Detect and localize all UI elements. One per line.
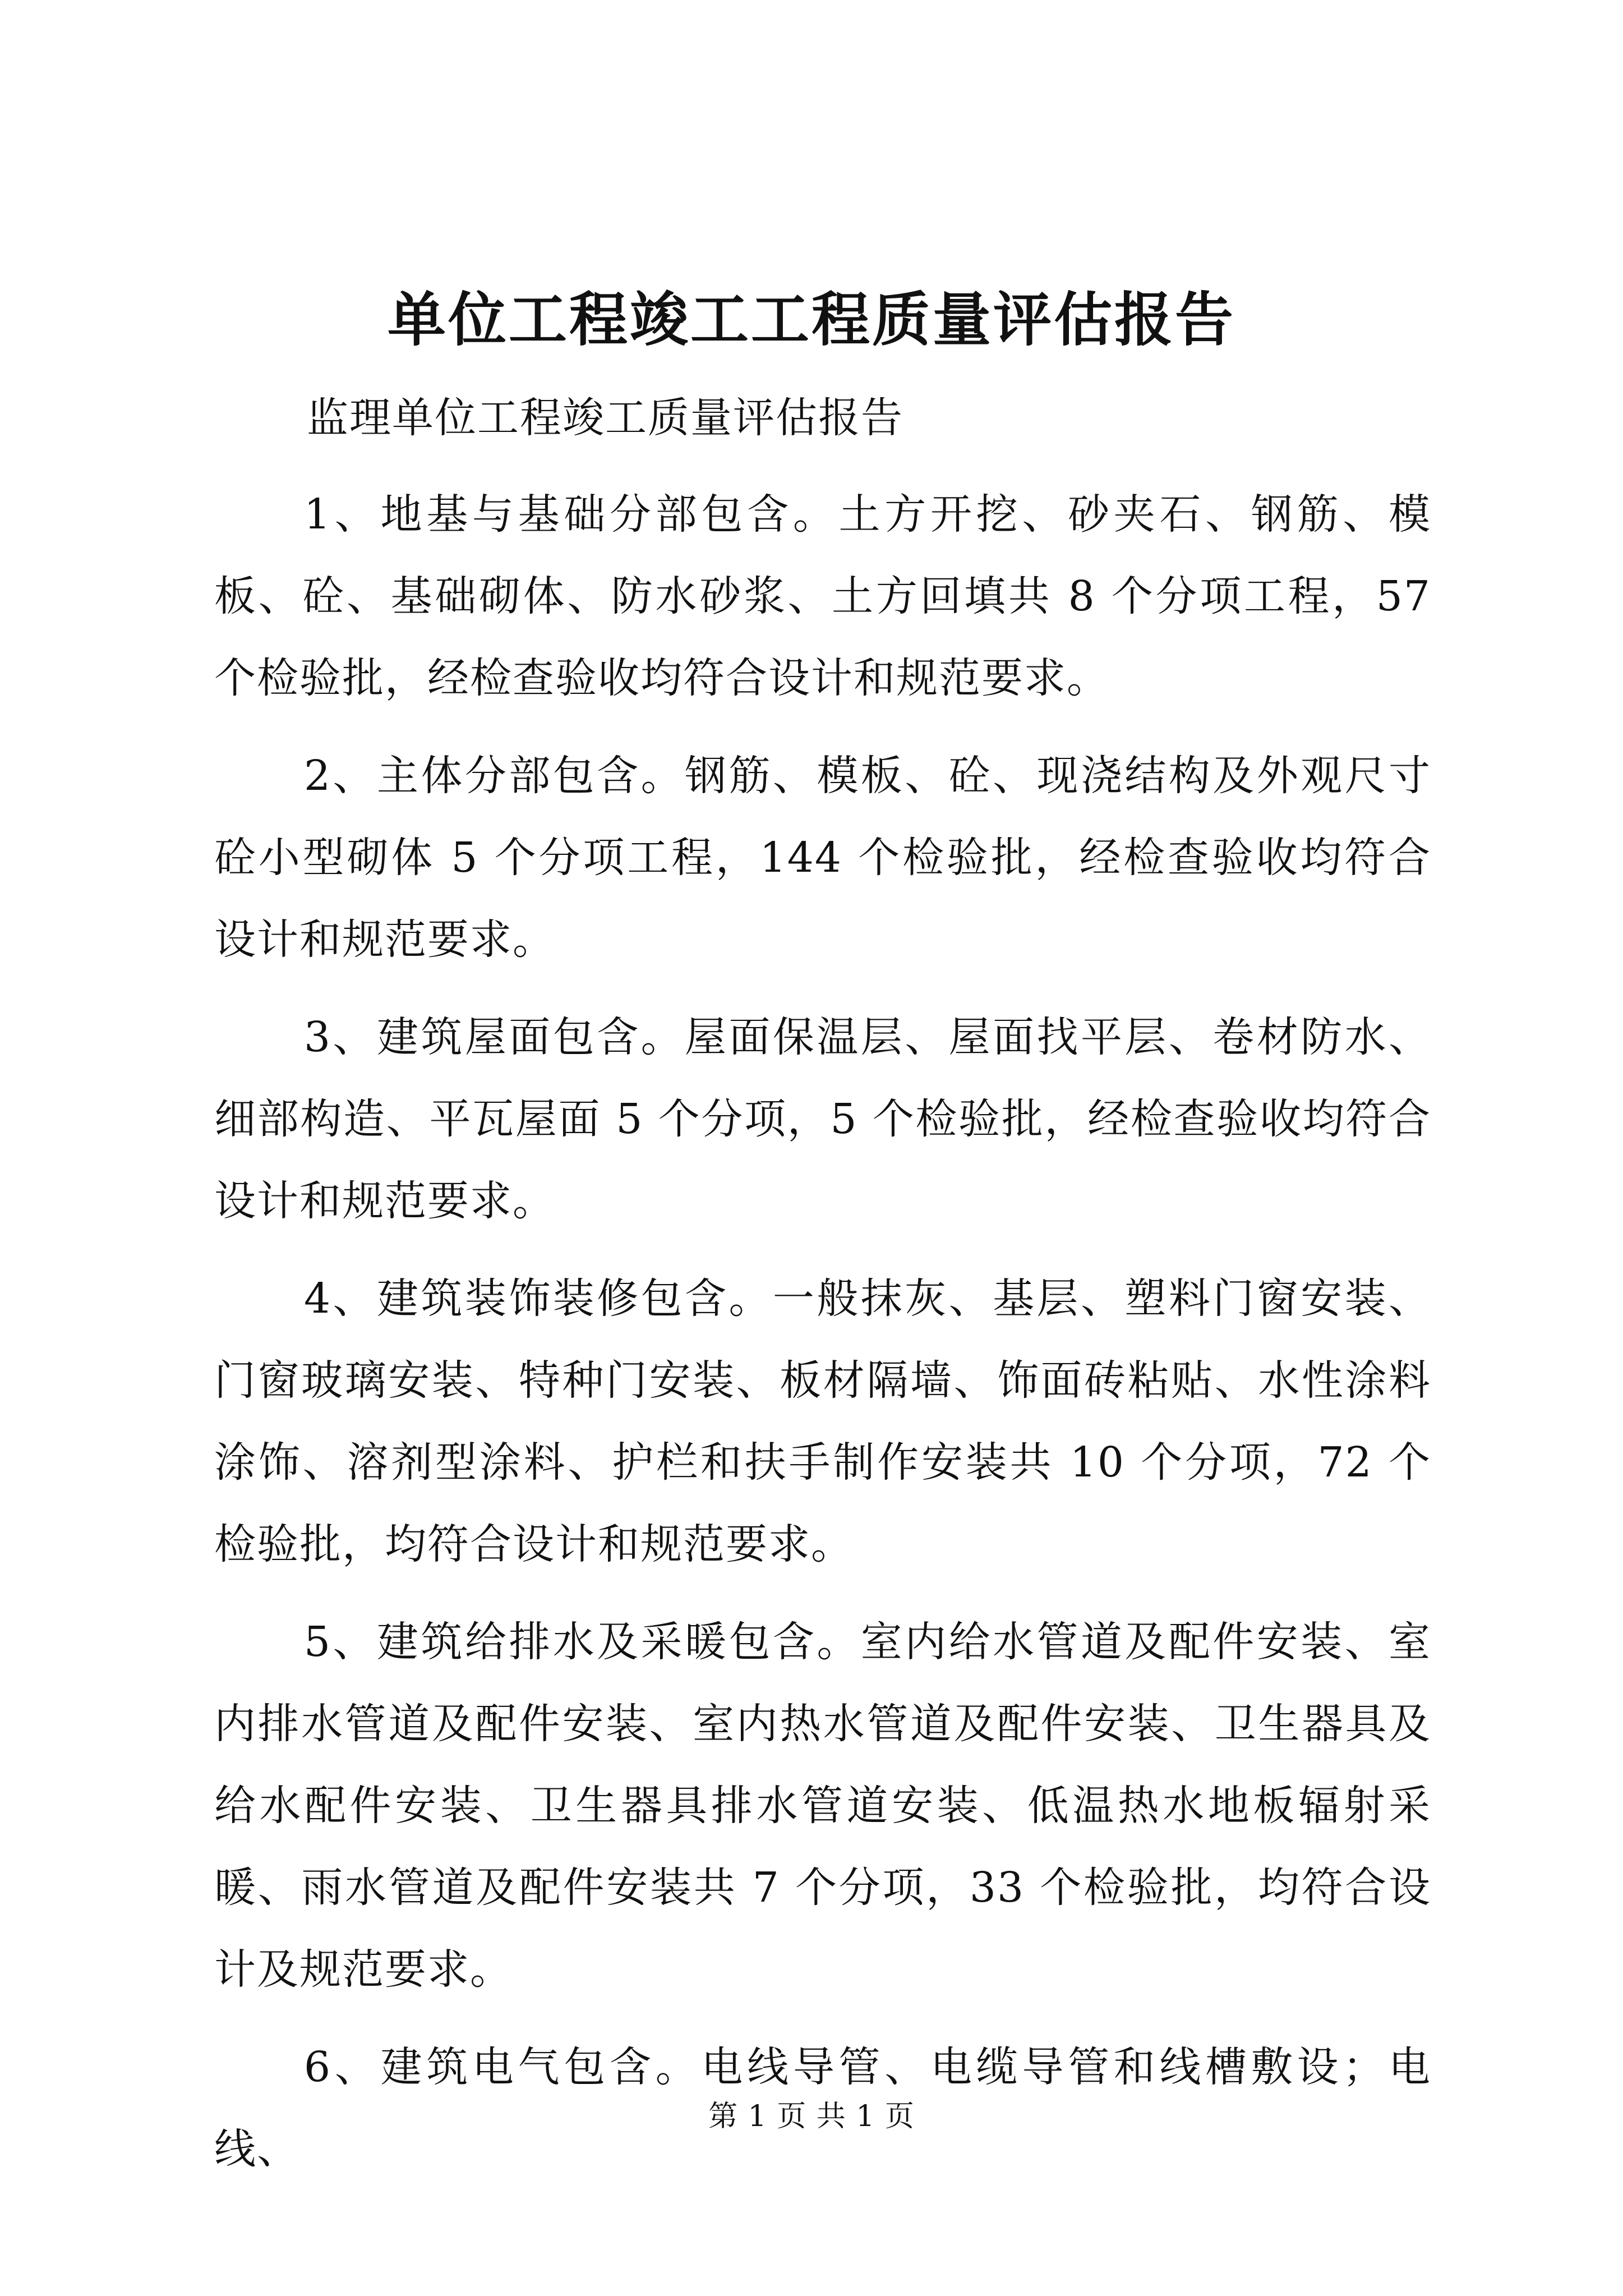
paragraph-foundation: 1、地基与基础分部包含。土方开挖、砂夹石、钢筋、模板、砼、基础砌体、防水砂浆、土方回填共 8 个分项工程，57 个检验批，经检查验收均符合设计和规范要求。 [214, 490, 1431, 702]
document-title: 单位工程竣工工程质量评估报告 [387, 285, 1235, 354]
paragraph-electrical: 6、建筑电气包含。电线导管、电缆导管和线槽敷设；电线、 [214, 2043, 1431, 2173]
page-number-footer: 第 1 页 共 1 页 [708, 2100, 915, 2133]
paragraph-plumbing-heating: 5、建筑给排水及采暖包含。室内给水管道及配件安装、室内排水管道及配件安装、室内热水管道及配件安装、卫生器具及给水配件安装、卫生器具排水管道安装、低温热水地板辐射采暖、雨水管道及配件安装共 7 个分项，33 个检验批，均符合设计及规范要求。 [214, 1618, 1431, 1994]
document-body [214, 377, 1431, 2190]
paragraph-decoration: 4、建筑装饰装修包含。一般抹灰、基层、塑料门窗安装、门窗玻璃安装、特种门安装、板材隔墙、饰面砖粘贴、水性涂料涂饰、溶剂型涂料、护栏和扶手制作安装共 10 个分项，72 个检验批，均符合设计和规范要求。 [214, 1274, 1431, 1568]
paragraph-main-structure: 2、主体分部包含。钢筋、模板、砼、现浇结构及外观尺寸砼小型砌体 5 个分项工程，144 个检验批，经检查验收均符合设计和规范要求。 [214, 752, 1431, 964]
document-subtitle: 监理单位工程竣工质量评估报告 [307, 394, 903, 442]
paragraph-roofing: 3、建筑屋面包含。屋面保温层、屋面找平层、卷材防水、细部构造、平瓦屋面 5 个分项，5 个检验批，经检查验收均符合设计和规范要求。 [214, 1013, 1431, 1225]
